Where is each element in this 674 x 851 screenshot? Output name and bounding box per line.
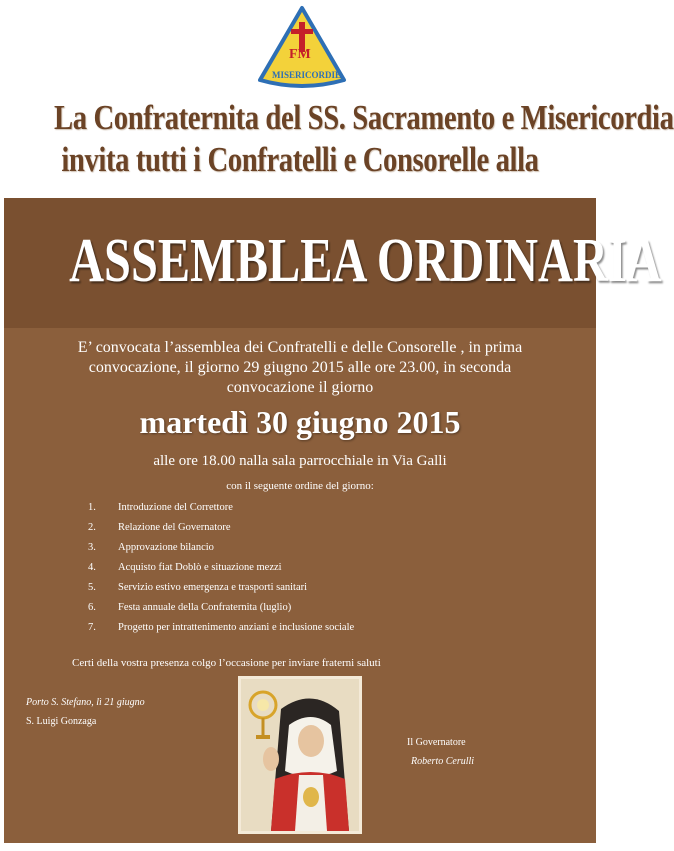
nun-portrait-image [241,679,359,831]
agenda-title: con il seguente ordine del giorno: [226,480,374,492]
intro-line-2: convocazione, il giorno 29 giugno 2015 alle ore 23.00, in seconda [88,359,512,376]
header-line-2: invita tutti i Confratelli e Consorelle alla [61,140,539,179]
agenda-item [88,578,354,598]
agenda-num: 5. [88,582,96,593]
agenda-num: 6. [88,602,96,613]
agenda-num: 7. [88,622,96,633]
agenda-text: Introduzione del Correttore [118,502,233,513]
governor-name: Roberto Cerulli [411,756,475,767]
agenda-item [88,558,354,578]
agenda-item [88,538,354,558]
agenda-text: Relazione del Governatore [118,522,231,533]
agenda-text: Festa annuale della Confraternita (luglio) [118,602,292,613]
agenda-text: Acquisto fiat Doblò e situazione mezzi [118,562,282,573]
agenda-text: Servizio estivo emergenza e trasporti sanitari [118,582,308,593]
intro-line-1: E’ convocata l’assemblea dei Confratelli e delle Consorelle , in prima [77,339,523,356]
assembly-title: ASSEMBLEA ORDINARIA [69,227,662,295]
agenda-item [88,498,354,518]
logo-monogram-f: FM [289,47,311,62]
agenda-text: Progetto per intrattenimento anziani e inclusione sociale [118,622,355,633]
agenda-num: 3. [88,542,96,553]
place-date: Porto S. Stefano, lì 21 giugno [26,697,145,708]
agenda-num: 4. [88,562,96,573]
agenda-text: Approvazione bilancio [118,542,214,553]
agenda-item [88,598,354,618]
agenda-item [88,618,354,638]
saint-portrait [238,676,362,834]
meeting-date: martedì 30 giugno 2015 [139,404,461,440]
agenda-list [88,498,354,638]
governor-role: Il Governatore [407,737,466,748]
meeting-location: alle ore 18.00 nalla sala parrocchiale in Via Galli [153,453,447,469]
misericordie-emblem-icon [256,6,348,90]
misericordie-logo [256,6,348,90]
intro-text [30,338,570,398]
header-line-1: La Confraternita del SS. Sacramento e Misericordia [54,98,674,137]
agenda-num: 2. [88,522,96,533]
agenda-num: 1. [88,502,96,513]
agenda-item [88,518,354,538]
greeting-text: Certi della vostra presenza colgo l’occasione per inviare fraterni saluti [72,657,381,669]
logo-text: MISERICORDIE [272,70,342,80]
intro-line-3: convocazione il giorno [226,379,374,396]
saint-day: S. Luigi Gonzaga [26,716,97,727]
